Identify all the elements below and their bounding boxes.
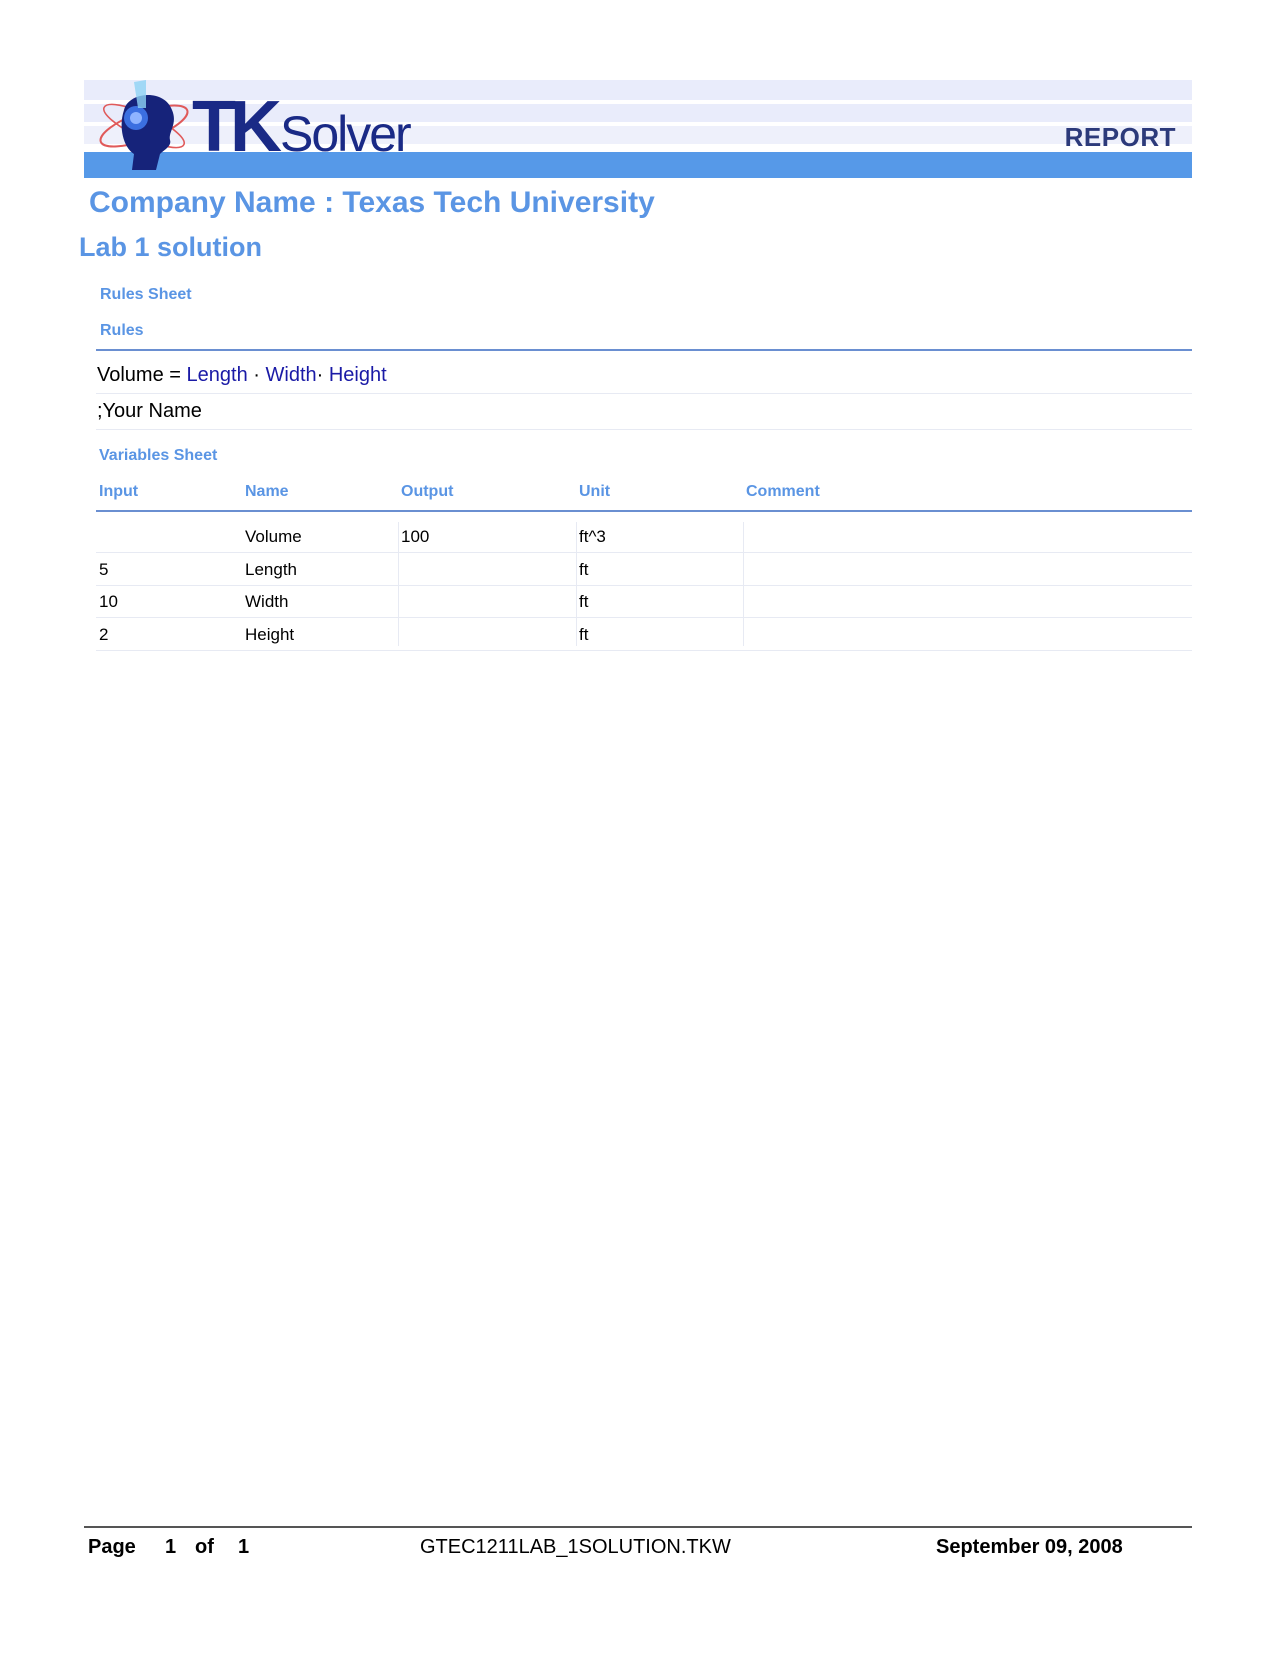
row-divider: [96, 552, 1192, 553]
rule-term-width: Width: [265, 364, 317, 386]
col-header-output: Output: [401, 483, 454, 500]
cell-name: Width: [245, 592, 289, 611]
tksolver-wordmark: [192, 86, 410, 168]
cell-input: 5: [99, 560, 109, 579]
rules-column-label: Rules: [100, 322, 144, 339]
cell-unit: ft: [579, 625, 589, 644]
row-divider: [96, 393, 1192, 394]
footer-of-label: of: [195, 1536, 214, 1558]
footer-divider: [84, 1526, 1192, 1528]
footer-page-label: Page: [88, 1536, 136, 1558]
rule-equals: =: [169, 364, 181, 386]
variables-sheet-label: Variables Sheet: [99, 447, 218, 464]
col-header-comment: Comment: [746, 483, 820, 500]
cell-input: 2: [99, 625, 109, 644]
footer-page-total: 1: [238, 1536, 250, 1558]
row-divider: [96, 617, 1192, 618]
cell-unit: ft: [579, 560, 589, 579]
brand-tk: TK: [192, 87, 276, 167]
column-separator: [743, 522, 744, 646]
rules-header-divider: [96, 349, 1192, 351]
column-separator: [576, 522, 577, 646]
row-divider: [96, 585, 1192, 586]
rule-row: [97, 364, 387, 387]
rule-operator: ·: [316, 364, 324, 386]
cell-input: 10: [99, 592, 118, 611]
col-header-unit: Unit: [579, 483, 611, 500]
cell-unit: ft^3: [579, 527, 606, 546]
footer-page-number: 1: [165, 1536, 177, 1558]
col-header-name: Name: [245, 483, 289, 500]
cell-unit: ft: [579, 592, 589, 611]
tksolver-head-logo-icon: [94, 80, 194, 176]
variables-header-divider: [96, 510, 1192, 512]
rule-term-height: Height: [328, 364, 387, 386]
document-title: Lab 1 solution: [79, 232, 263, 262]
col-header-input: Input: [99, 483, 139, 500]
footer-date: September 09, 2008: [936, 1536, 1123, 1558]
row-divider: [96, 650, 1192, 651]
report-label: REPORT: [1064, 122, 1176, 152]
cell-name: Volume: [245, 527, 302, 546]
footer-filename: GTEC1211LAB_1SOLUTION.TKW: [420, 1536, 731, 1558]
rule-comment: ;Your Name: [97, 400, 202, 422]
company-title: Company Name : Texas Tech University: [89, 186, 655, 219]
row-divider: [96, 429, 1192, 430]
cell-output: 100: [401, 527, 430, 546]
rule-operator: ·: [253, 364, 260, 386]
column-separator: [398, 522, 399, 646]
rules-sheet-label: Rules Sheet: [100, 286, 192, 303]
report-header-banner: [84, 80, 1192, 178]
cell-name: Height: [245, 625, 295, 644]
rule-term-length: Length: [186, 364, 248, 386]
cell-name: Length: [245, 560, 297, 579]
brand-solver: Solver: [279, 106, 410, 162]
rule-lhs: Volume: [97, 364, 164, 386]
